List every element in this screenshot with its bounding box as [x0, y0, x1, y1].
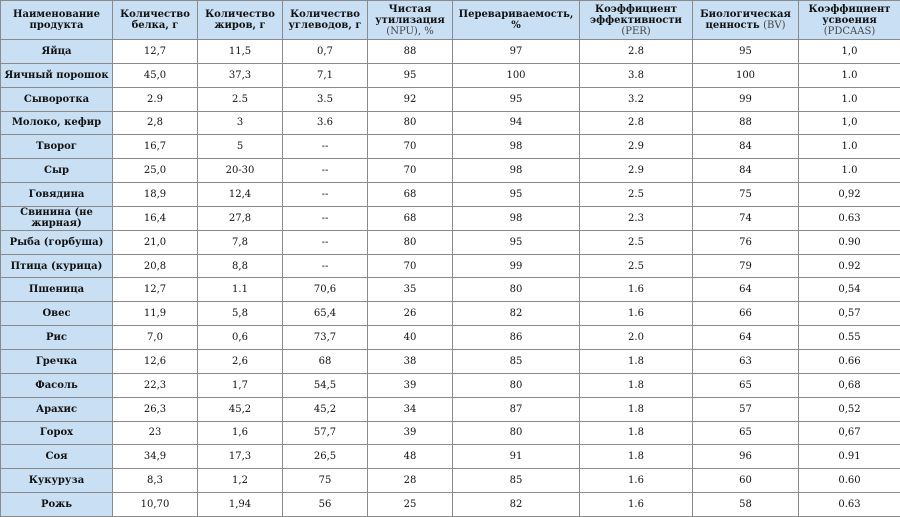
value-cell: 1.8: [580, 445, 693, 469]
value-cell: 2.5: [580, 183, 693, 207]
table-row: [1, 206, 900, 230]
table-row: [1, 40, 900, 64]
value-cell: 98: [453, 159, 580, 183]
value-cell: 80: [368, 111, 453, 135]
value-cell: 0.91: [799, 445, 900, 469]
value-cell: 82: [453, 493, 580, 517]
value-cell: 48: [368, 445, 453, 469]
value-cell: 63: [693, 349, 799, 373]
table-row: [1, 159, 900, 183]
value-cell: 1,6: [198, 421, 283, 445]
value-cell: 56: [283, 493, 368, 517]
value-cell: 76: [693, 230, 799, 254]
value-cell: 38: [368, 349, 453, 373]
value-cell: 0.63: [799, 206, 900, 230]
value-cell: 25,0: [113, 159, 198, 183]
value-cell: 26,5: [283, 445, 368, 469]
value-cell: 37,3: [198, 63, 283, 87]
value-cell: 0,7: [283, 40, 368, 64]
value-cell: 99: [453, 254, 580, 278]
value-cell: 85: [453, 349, 580, 373]
value-cell: 57,7: [283, 421, 368, 445]
value-cell: 8,8: [198, 254, 283, 278]
value-cell: 0,92: [799, 183, 900, 207]
table-header: [1, 1, 900, 40]
column-header: [453, 1, 580, 40]
value-cell: 2.9: [580, 135, 693, 159]
value-cell: 39: [368, 373, 453, 397]
value-cell: 80: [453, 373, 580, 397]
value-cell: 2.0: [580, 326, 693, 350]
value-cell: --: [283, 159, 368, 183]
value-cell: 95: [368, 63, 453, 87]
value-cell: 1.8: [580, 349, 693, 373]
table-row: [1, 278, 900, 302]
value-cell: 95: [453, 230, 580, 254]
value-cell: 95: [453, 183, 580, 207]
value-cell: 84: [693, 159, 799, 183]
value-cell: 0,57: [799, 302, 900, 326]
value-cell: 85: [453, 469, 580, 493]
product-name-cell: Яйца: [1, 40, 113, 64]
product-name-cell: Пшеница: [1, 278, 113, 302]
value-cell: 54,5: [283, 373, 368, 397]
value-cell: 80: [453, 421, 580, 445]
value-cell: 8,3: [113, 469, 198, 493]
value-cell: 65: [693, 421, 799, 445]
value-cell: 27,8: [198, 206, 283, 230]
product-name-cell: Свинина (не жирная): [1, 206, 113, 230]
value-cell: 94: [453, 111, 580, 135]
table-row: [1, 87, 900, 111]
value-cell: 1,2: [198, 469, 283, 493]
column-header-unit: (BV): [763, 20, 786, 31]
value-cell: 1,0: [799, 40, 900, 64]
table-row: [1, 254, 900, 278]
value-cell: 2,8: [113, 111, 198, 135]
value-cell: 1.8: [580, 421, 693, 445]
table-body: [1, 40, 900, 517]
value-cell: 16,4: [113, 206, 198, 230]
value-cell: 100: [453, 63, 580, 87]
value-cell: 34: [368, 397, 453, 421]
value-cell: 1.1: [198, 278, 283, 302]
value-cell: 97: [453, 40, 580, 64]
value-cell: 3.6: [283, 111, 368, 135]
value-cell: 99: [693, 87, 799, 111]
column-header: [283, 1, 368, 40]
value-cell: 12,7: [113, 278, 198, 302]
value-cell: 45,0: [113, 63, 198, 87]
table-row: [1, 493, 900, 517]
value-cell: 74: [693, 206, 799, 230]
product-name-cell: Арахис: [1, 397, 113, 421]
value-cell: 7,8: [198, 230, 283, 254]
column-header-label: Коэффициент усвоения: [808, 3, 891, 26]
column-header: [368, 1, 453, 40]
product-name-cell: Говядина: [1, 183, 113, 207]
value-cell: 1,7: [198, 373, 283, 397]
table-row: [1, 183, 900, 207]
value-cell: 45,2: [283, 397, 368, 421]
value-cell: 1.0: [799, 87, 900, 111]
table-row: [1, 445, 900, 469]
value-cell: 1.6: [580, 278, 693, 302]
product-name-cell: Гречка: [1, 349, 113, 373]
value-cell: 12,4: [198, 183, 283, 207]
value-cell: 75: [693, 183, 799, 207]
value-cell: 70: [368, 159, 453, 183]
value-cell: 2,6: [198, 349, 283, 373]
value-cell: 12,6: [113, 349, 198, 373]
value-cell: 0,6: [198, 326, 283, 350]
value-cell: 96: [693, 445, 799, 469]
value-cell: 16,7: [113, 135, 198, 159]
value-cell: 2.3: [580, 206, 693, 230]
column-header-label: Коэффициент эффективности: [590, 3, 682, 26]
table-row: [1, 230, 900, 254]
value-cell: 64: [693, 326, 799, 350]
value-cell: 7,0: [113, 326, 198, 350]
column-header-label: Количество белка, г: [120, 9, 190, 31]
value-cell: 26: [368, 302, 453, 326]
value-cell: 86: [453, 326, 580, 350]
product-name-cell: Овес: [1, 302, 113, 326]
value-cell: 65: [693, 373, 799, 397]
value-cell: 1.0: [799, 159, 900, 183]
table-row: [1, 302, 900, 326]
value-cell: 25: [368, 493, 453, 517]
value-cell: 45,2: [198, 397, 283, 421]
value-cell: 20-30: [198, 159, 283, 183]
value-cell: 11,9: [113, 302, 198, 326]
column-header-label: Биологическая ценность: [700, 9, 791, 31]
column-header-unit: (PDCAAS): [823, 25, 876, 37]
value-cell: 17,3: [198, 445, 283, 469]
value-cell: 3.5: [283, 87, 368, 111]
value-cell: 79: [693, 254, 799, 278]
value-cell: 0.92: [799, 254, 900, 278]
value-cell: 2.5: [580, 254, 693, 278]
value-cell: 2.8: [580, 111, 693, 135]
value-cell: 0.90: [799, 230, 900, 254]
value-cell: 11,5: [198, 40, 283, 64]
table-row: [1, 111, 900, 135]
value-cell: 88: [368, 40, 453, 64]
value-cell: 1.6: [580, 493, 693, 517]
value-cell: 2.8: [580, 40, 693, 64]
value-cell: 80: [453, 278, 580, 302]
product-name-cell: Птица (курица): [1, 254, 113, 278]
value-cell: 95: [453, 87, 580, 111]
value-cell: 91: [453, 445, 580, 469]
table-row: [1, 326, 900, 350]
column-header-label: Чистая утилизация: [375, 3, 445, 26]
value-cell: 10,70: [113, 493, 198, 517]
value-cell: 28: [368, 469, 453, 493]
table-row: [1, 349, 900, 373]
value-cell: 80: [368, 230, 453, 254]
value-cell: 0,68: [799, 373, 900, 397]
value-cell: 70: [368, 254, 453, 278]
value-cell: 34,9: [113, 445, 198, 469]
value-cell: 35: [368, 278, 453, 302]
column-header-unit: (NPU), %: [386, 25, 434, 37]
value-cell: 0.63: [799, 493, 900, 517]
value-cell: 87: [453, 397, 580, 421]
column-header-label: Количество жиров, г: [205, 9, 275, 31]
column-header: [580, 1, 693, 40]
value-cell: 1,94: [198, 493, 283, 517]
value-cell: 68: [368, 206, 453, 230]
value-cell: 65,4: [283, 302, 368, 326]
value-cell: 75: [283, 469, 368, 493]
column-header: [693, 1, 799, 40]
product-name-cell: Творог: [1, 135, 113, 159]
value-cell: 95: [693, 40, 799, 64]
value-cell: 64: [693, 278, 799, 302]
value-cell: 1.0: [799, 63, 900, 87]
value-cell: 84: [693, 135, 799, 159]
value-cell: 82: [453, 302, 580, 326]
value-cell: 100: [693, 63, 799, 87]
value-cell: 39: [368, 421, 453, 445]
table-row: [1, 373, 900, 397]
value-cell: 88: [693, 111, 799, 135]
product-name-cell: Соя: [1, 445, 113, 469]
value-cell: 2.5: [580, 230, 693, 254]
value-cell: 12,7: [113, 40, 198, 64]
value-cell: --: [283, 230, 368, 254]
value-cell: 3: [198, 111, 283, 135]
value-cell: 26,3: [113, 397, 198, 421]
product-name-cell: Горох: [1, 421, 113, 445]
column-header-label: Перевариваемость, %: [458, 9, 574, 31]
column-header-unit: (PER): [621, 25, 651, 37]
value-cell: 0,54: [799, 278, 900, 302]
column-header-label: Количество углеводов, г: [288, 9, 362, 31]
column-header: [113, 1, 198, 40]
value-cell: 3.2: [580, 87, 693, 111]
value-cell: 5: [198, 135, 283, 159]
value-cell: 70: [368, 135, 453, 159]
value-cell: 2.9: [113, 87, 198, 111]
product-name-cell: Сыр: [1, 159, 113, 183]
value-cell: 3.8: [580, 63, 693, 87]
table-row: [1, 135, 900, 159]
table-row: [1, 469, 900, 493]
value-cell: 1.8: [580, 373, 693, 397]
value-cell: 73,7: [283, 326, 368, 350]
value-cell: 40: [368, 326, 453, 350]
table-row: [1, 63, 900, 87]
product-name-cell: Рыба (горбуша): [1, 230, 113, 254]
product-name-cell: Фасоль: [1, 373, 113, 397]
value-cell: 7,1: [283, 63, 368, 87]
value-cell: 0.60: [799, 469, 900, 493]
value-cell: 1.6: [580, 469, 693, 493]
value-cell: --: [283, 135, 368, 159]
product-name-cell: Рис: [1, 326, 113, 350]
value-cell: 5,8: [198, 302, 283, 326]
value-cell: --: [283, 206, 368, 230]
value-cell: 21,0: [113, 230, 198, 254]
column-header-label: Наименование продукта: [13, 9, 100, 31]
column-header: [1, 1, 113, 40]
value-cell: 68: [283, 349, 368, 373]
value-cell: 57: [693, 397, 799, 421]
value-cell: 1,0: [799, 111, 900, 135]
value-cell: 20,8: [113, 254, 198, 278]
value-cell: 68: [368, 183, 453, 207]
value-cell: 1.6: [580, 302, 693, 326]
value-cell: 18,9: [113, 183, 198, 207]
column-header: [198, 1, 283, 40]
header-row: [1, 1, 900, 40]
value-cell: 1.8: [580, 397, 693, 421]
value-cell: 22,3: [113, 373, 198, 397]
value-cell: 23: [113, 421, 198, 445]
value-cell: --: [283, 254, 368, 278]
product-name-cell: Яичный порошок: [1, 63, 113, 87]
product-name-cell: Молоко, кефир: [1, 111, 113, 135]
value-cell: 98: [453, 206, 580, 230]
value-cell: 98: [453, 135, 580, 159]
value-cell: 0.66: [799, 349, 900, 373]
product-name-cell: Кукуруза: [1, 469, 113, 493]
value-cell: 0,52: [799, 397, 900, 421]
value-cell: 1.0: [799, 135, 900, 159]
value-cell: 60: [693, 469, 799, 493]
product-name-cell: Сыворотка: [1, 87, 113, 111]
value-cell: 2.5: [198, 87, 283, 111]
value-cell: 92: [368, 87, 453, 111]
value-cell: --: [283, 183, 368, 207]
column-header: [799, 1, 900, 40]
value-cell: 0,67: [799, 421, 900, 445]
value-cell: 58: [693, 493, 799, 517]
table-row: [1, 397, 900, 421]
value-cell: 2.9: [580, 159, 693, 183]
value-cell: 0.55: [799, 326, 900, 350]
table-row: [1, 421, 900, 445]
product-name-cell: Рожь: [1, 493, 113, 517]
value-cell: 66: [693, 302, 799, 326]
value-cell: 70,6: [283, 278, 368, 302]
